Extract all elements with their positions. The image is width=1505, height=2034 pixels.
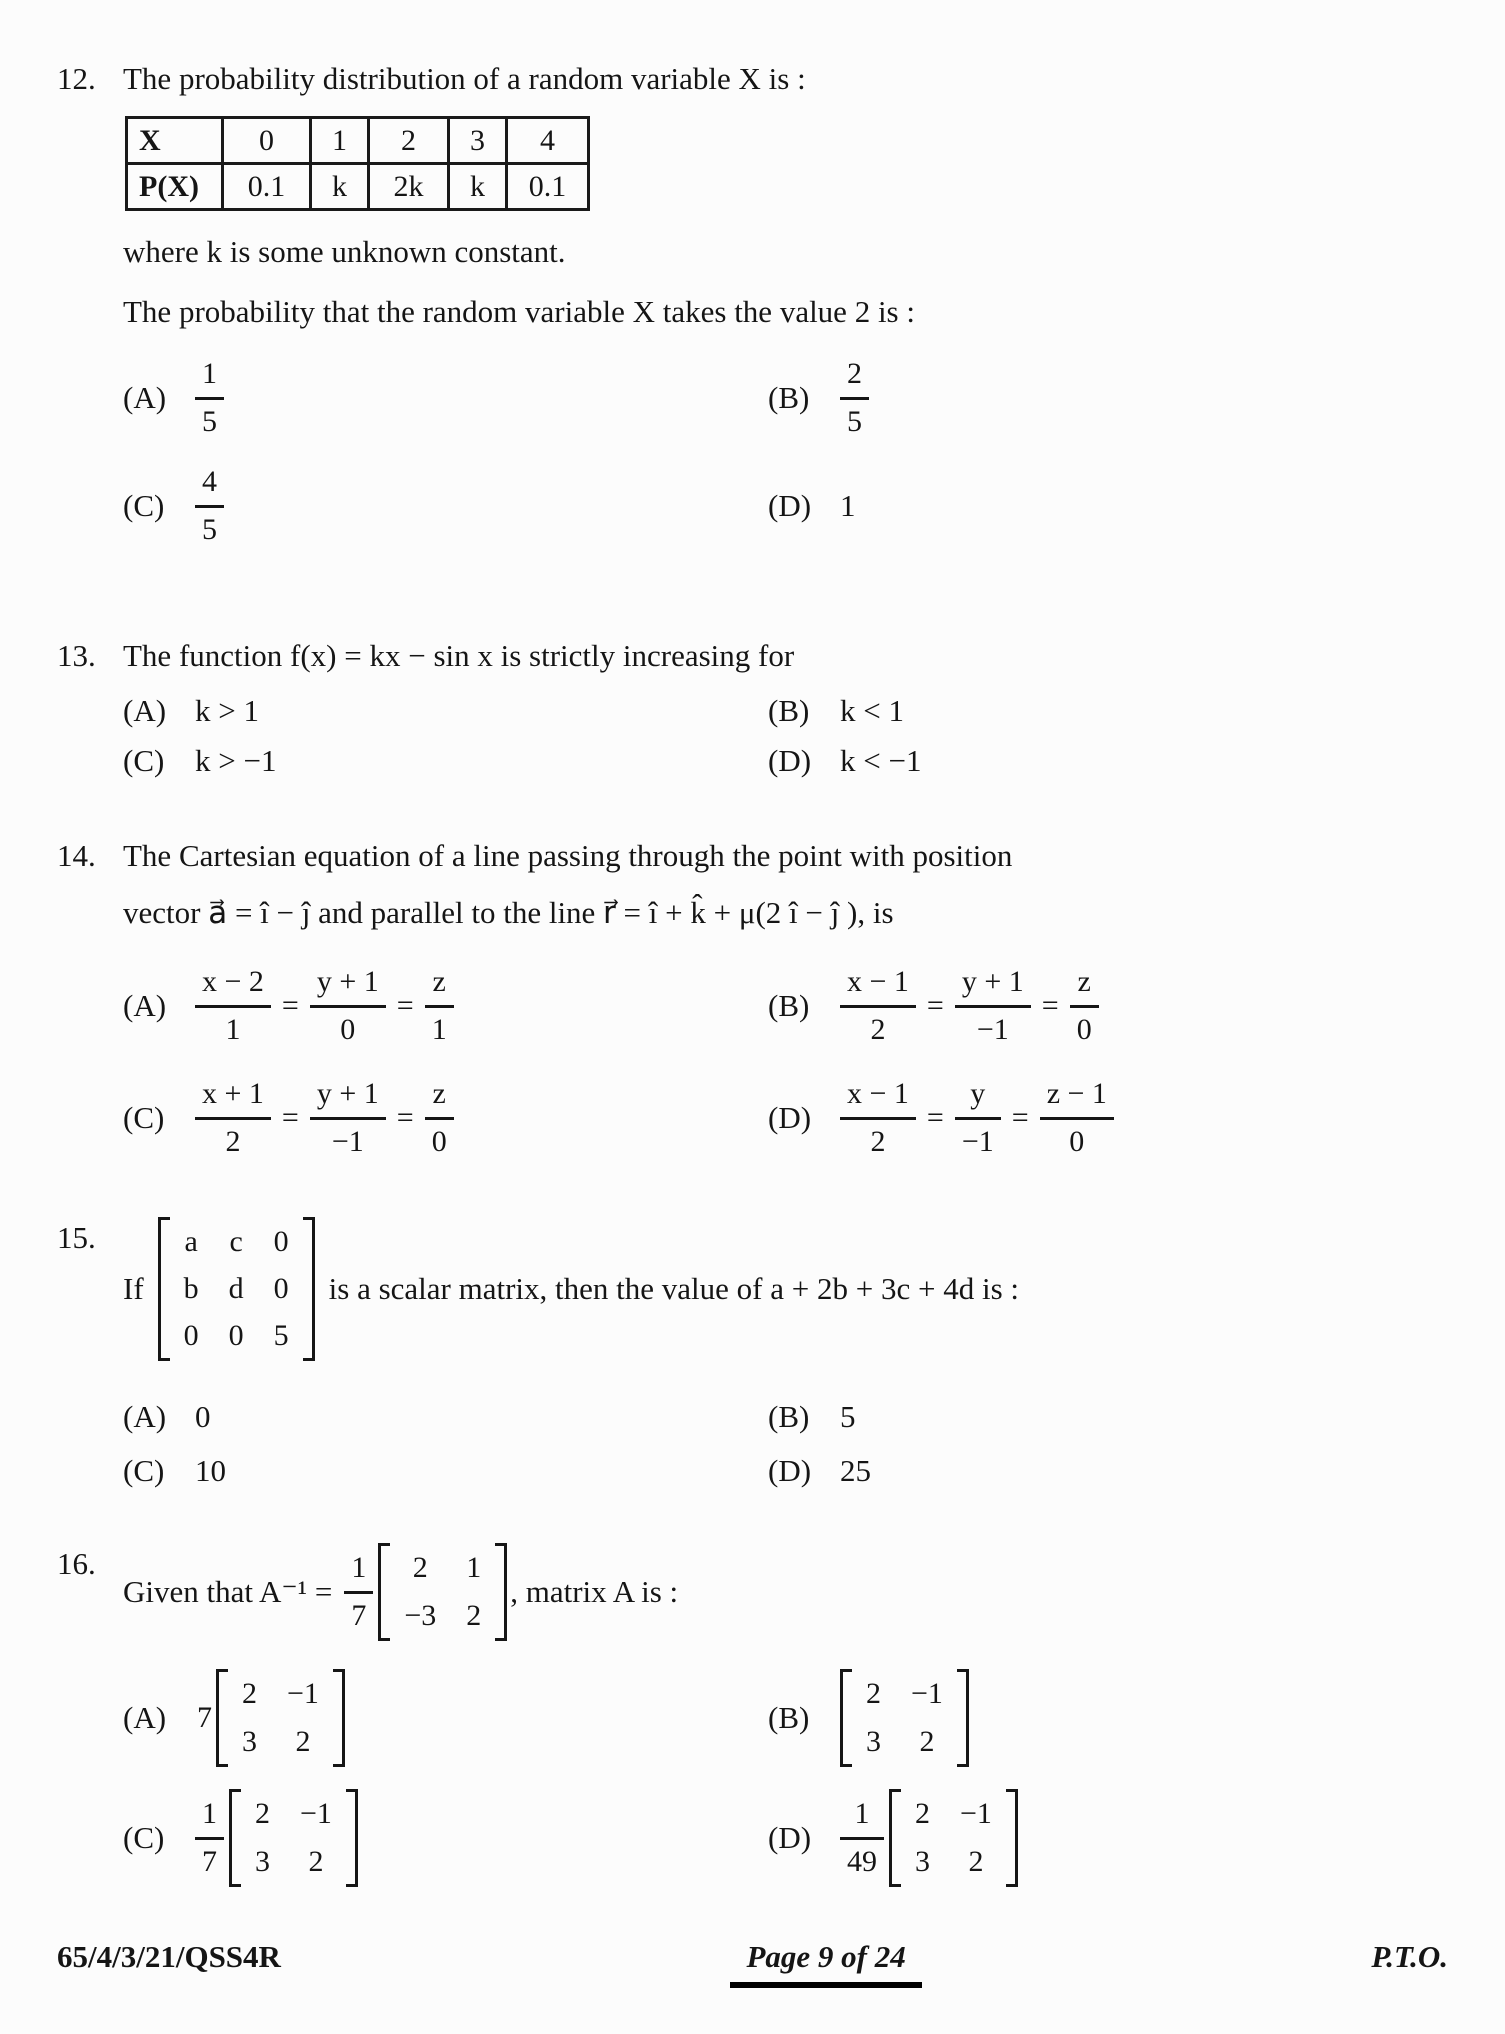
paper-code: 65/4/3/21/QSS4R [57,1939,281,1974]
probability-table-body [127,118,589,210]
question-14 [57,835,1448,1159]
equals-sign: = [281,1101,299,1134]
option-label: (C) [123,1453,165,1488]
question-12-note: where k is some unknown constant. [123,234,566,269]
fraction [195,1077,271,1159]
table-row-x [127,118,589,164]
question-14-number: 14. [57,838,96,873]
option-13-d [768,743,1448,779]
fraction-denominator: 2 [840,1117,916,1160]
option-label: (C) [123,1820,165,1855]
fraction-denominator: 7 [344,1591,373,1634]
matrix-cell: −1 [287,1677,319,1710]
option-12-b [768,357,1448,439]
table-cell: 0 [223,118,311,164]
fraction-numerator: z [432,965,446,998]
matrix-bracket-right [303,1217,315,1361]
matrix-coefficient: 7 [197,1701,212,1734]
matrix-cell: 2 [412,1551,428,1584]
question-13-options [123,693,1448,779]
matrix-cell: 2 [242,1677,257,1710]
option-label: (D) [768,488,812,523]
option-label: (B) [768,1700,810,1735]
fraction-denominator: 0 [310,1005,386,1048]
matrix-cell: −3 [404,1599,437,1632]
question-12 [57,58,1448,547]
page-number: Page 9 of 24 [730,1939,921,1988]
matrix-cell: 3 [255,1845,270,1878]
option-label: (D) [768,1820,812,1855]
fraction-denominator: 5 [195,505,224,548]
fraction [195,357,224,439]
option-15-b [768,1399,1448,1435]
matrix-cell: 2 [295,1725,311,1758]
pto-label: P.T.O. [1371,1939,1448,1974]
matrix-bracket-right [1006,1789,1018,1887]
matrix-bracket-left [216,1669,228,1767]
matrix-2x2 [229,1789,358,1887]
matrix-cell: 3 [866,1725,881,1758]
fraction [1070,965,1099,1047]
option-value: 5 [840,1399,856,1434]
matrix-cell: 5 [273,1319,289,1352]
fraction-numerator: x − 2 [202,965,264,998]
option-value: k < 1 [840,693,904,728]
question-16-options [123,1669,1448,1887]
matrix-cell: 2 [915,1797,930,1830]
option-15-a [123,1399,768,1435]
fraction-numerator: x − 1 [847,965,909,998]
equation [840,965,1099,1047]
option-label: (D) [768,1453,812,1488]
page-footer [57,1939,1448,1988]
equals-sign: = [926,1101,944,1134]
fraction-numerator: x − 1 [847,1077,909,1110]
fraction-denominator: 7 [195,1837,224,1880]
equals-sign: = [396,989,414,1022]
fraction [840,357,869,439]
option-13-b [768,693,1448,729]
matrix-cell: −1 [300,1797,332,1830]
matrix-cell: a [184,1225,198,1258]
question-13-body [123,635,1448,779]
fraction-numerator: y + 1 [316,965,379,998]
matrix-bracket-right [957,1669,969,1767]
question-12-body [123,58,1448,547]
fraction-denominator: 5 [195,397,224,440]
option-label: (A) [123,380,167,415]
fraction-denominator: −1 [310,1117,386,1160]
fraction-numerator: y + 1 [316,1077,379,1110]
equals-sign: = [926,989,944,1022]
option-label: (C) [123,743,165,778]
question-13 [57,635,1448,779]
table-cell: k [449,164,507,210]
question-16-post: , matrix A is : [510,1574,679,1609]
option-14-c [123,1077,768,1159]
question-15-post: is a scalar matrix, then the value of a + 2b + 3c + 4d is : [328,1271,1019,1306]
matrix-cells [390,1543,495,1641]
option-label: (A) [123,1399,167,1434]
option-label: (B) [768,1399,810,1434]
table-cell: 3 [449,118,507,164]
matrix-cell: d [228,1272,244,1305]
matrix-cell: b [183,1272,199,1305]
option-value: 10 [195,1453,226,1488]
matrix-cell: 2 [968,1845,984,1878]
fraction [195,965,271,1047]
matrix-cell: 2 [919,1725,935,1758]
matrix-cell: 0 [273,1272,289,1305]
option-16-d [768,1789,1448,1887]
option-12-a [123,357,768,439]
fraction-denominator: 0 [1070,1005,1099,1048]
matrix-cell: −1 [960,1797,992,1830]
fraction-denominator: 1 [195,1005,271,1048]
matrix-cells [241,1789,346,1887]
coefficient-fraction [840,1797,884,1879]
fraction [840,965,916,1047]
option-label: (A) [123,1700,167,1735]
question-12-intro: The probability distribution of a random variable X is : [123,61,806,96]
matrix-cell: 3 [915,1845,930,1878]
question-12-prompt: The probability that the random variable X takes the value 2 is : [123,294,915,329]
matrix-cell: 2 [866,1677,881,1710]
matrix-cells [170,1217,303,1361]
matrix-cell: c [229,1225,243,1258]
matrix-cell: 0 [183,1319,199,1352]
equals-sign: = [1011,1101,1029,1134]
option-15-c [123,1453,768,1489]
fraction-numerator: z [1077,965,1091,998]
option-15-d [768,1453,1448,1489]
matrix-bracket-right [333,1669,345,1767]
fraction [195,465,224,547]
table-cell: 2 [369,118,449,164]
option-label: (B) [768,693,810,728]
question-13-text: The function f(x) = kx − sin x is strictly increasing for [123,638,795,673]
option-14-d [768,1077,1448,1159]
fraction-denominator: 2 [840,1005,916,1048]
fraction-numerator: 1 [202,1797,217,1830]
matrix-cell: −1 [911,1677,943,1710]
matrix-2x2 [840,1669,969,1767]
fraction [955,1077,1001,1159]
fraction [1040,1077,1114,1159]
table-row-px [127,164,589,210]
option-label: (D) [768,1100,812,1135]
fraction-denominator: 2 [195,1117,271,1160]
matrix-bracket-right [346,1789,358,1887]
equation [840,1077,1114,1159]
option-16-a [123,1669,768,1767]
fraction-denominator: 49 [840,1837,884,1880]
option-14-b [768,965,1448,1047]
fraction [840,1077,916,1159]
fraction [310,1077,386,1159]
option-label: (B) [768,380,810,415]
matrix-2x2 [378,1543,507,1641]
option-16-b [768,1669,1448,1767]
table-cell: k [311,164,369,210]
option-value: 1 [840,488,856,523]
option-label: (A) [123,693,167,728]
matrix-cell: 0 [273,1225,289,1258]
coefficient-fraction [195,1797,224,1879]
fraction [425,965,454,1047]
fraction-numerator: 4 [202,465,217,498]
fraction-denominator: 0 [425,1117,454,1160]
question-14-line1: The Cartesian equation of a line passing through the point with position [123,838,1013,873]
probability-table [125,116,590,211]
table-cell: 2k [369,164,449,210]
fraction [955,965,1031,1047]
question-14-line2: vector a⃗ = î − ĵ and parallel to the line r⃗ = î + k̂ + μ(2 î − ĵ ), is [123,895,894,930]
fraction-numerator: z [432,1077,446,1110]
option-value: 0 [195,1399,211,1434]
matrix-cell: 2 [466,1599,482,1632]
fraction-numerator: x + 1 [202,1077,264,1110]
fraction-numerator: y + 1 [961,965,1024,998]
matrix-cells [901,1789,1006,1887]
fraction [310,965,386,1047]
question-15-number: 15. [57,1220,96,1255]
table-cell: 0.1 [223,164,311,210]
option-label: (C) [123,488,165,523]
table-cell: 1 [311,118,369,164]
matrix-bracket-left [889,1789,901,1887]
option-label: (A) [123,988,167,1023]
question-15-body [123,1217,1448,1489]
matrix-cell: 1 [466,1551,482,1584]
question-14-options [123,965,1448,1159]
matrix-bracket-left [840,1669,852,1767]
matrix-bracket-left [378,1543,390,1641]
option-value: k < −1 [840,743,922,778]
fraction-numerator: 1 [351,1551,367,1584]
table-cell: X [127,118,223,164]
fraction-denominator: 5 [840,397,869,440]
question-12-options [123,357,1448,547]
equals-sign: = [281,989,299,1022]
question-16-pre: Given that A⁻¹ = [123,1574,333,1609]
question-16-body [123,1543,1448,1887]
question-15 [57,1217,1448,1489]
matrix-3x3 [158,1217,315,1361]
option-16-c [123,1789,768,1887]
question-13-number: 13. [57,638,96,673]
matrix-cells [228,1669,333,1767]
matrix-cell: 2 [308,1845,324,1878]
equation [195,965,454,1047]
option-13-a [123,693,768,729]
option-value: k > −1 [195,743,277,778]
matrix-2x2 [216,1669,345,1767]
question-16 [57,1543,1448,1887]
option-12-d [768,488,1448,524]
matrix-cell: 0 [228,1319,244,1352]
matrix-cell: 2 [255,1797,270,1830]
fraction-denominator: 1 [425,1005,454,1048]
fraction-numerator: z − 1 [1046,1077,1107,1110]
question-15-statement [123,1217,1448,1361]
fraction-denominator: −1 [955,1005,1031,1048]
fraction-denominator: 0 [1040,1117,1114,1160]
fraction [425,1077,454,1159]
option-label: (D) [768,743,812,778]
equals-sign: = [1041,989,1059,1022]
fraction-numerator: 2 [847,357,862,390]
fraction-numerator: 1 [854,1797,870,1830]
option-12-c [123,465,768,547]
question-14-body [123,835,1448,1159]
question-15-pre: If [123,1271,144,1306]
table-cell: 0.1 [507,164,589,210]
table-cell: P(X) [127,164,223,210]
option-13-c [123,743,768,779]
matrix-bracket-left [158,1217,170,1361]
matrix-bracket-right [495,1543,507,1641]
matrix-bracket-left [229,1789,241,1887]
option-value: 25 [840,1453,871,1488]
table-cell: 4 [507,118,589,164]
question-16-number: 16. [57,1546,96,1581]
fraction-denominator: −1 [955,1117,1001,1160]
coefficient-fraction [344,1551,373,1633]
question-12-number: 12. [57,61,96,96]
matrix-cell: 3 [242,1725,257,1758]
option-label: (B) [768,988,810,1023]
option-label: (C) [123,1100,165,1135]
equals-sign: = [396,1101,414,1134]
question-15-options [123,1399,1448,1489]
option-value: k > 1 [195,693,259,728]
question-16-statement [123,1543,1448,1641]
equation [195,1077,454,1159]
matrix-cells [852,1669,957,1767]
option-14-a [123,965,768,1047]
matrix-2x2 [889,1789,1018,1887]
fraction-numerator: 1 [202,357,217,390]
fraction-numerator: y [970,1077,986,1110]
